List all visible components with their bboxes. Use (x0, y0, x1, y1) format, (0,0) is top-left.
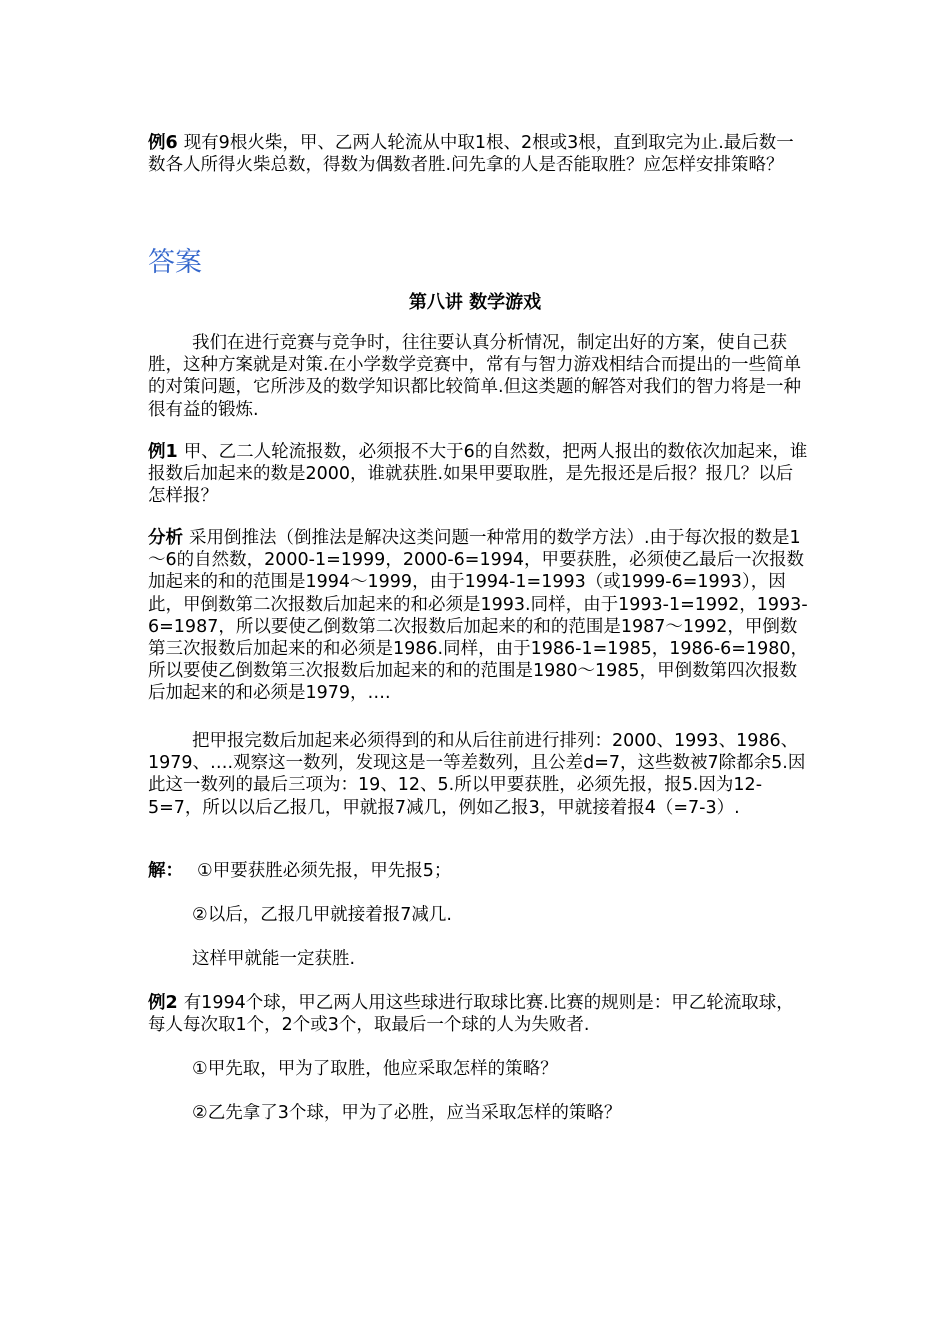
example-2-text: 有1994个球，甲乙两人用这些球进行取球比赛.比赛的规则是：甲乙轮流取球，每人每次取1个，2个或3个，取最后一个球的人为失败者. (148, 993, 794, 1036)
solution-step-2: ②以后，乙报几甲就接着报7减几. (192, 905, 452, 925)
example-2-label: 例2 (148, 993, 178, 1013)
solution-step-1-text: ①甲要获胜必须先报，甲先报5； (197, 861, 452, 881)
example-6-label: 例6 (148, 133, 178, 153)
analysis-paragraph-2: 把甲报完数后加起来必须得到的和从后往前进行排列：2000、1993、1986、1979、….观察这一数列，发现这是一等差数列，且公差d=7，这些数被7除都余5.因此这一数列的最后三项为：19、12、5.所以甲要获胜，必须先报，报5.因为12-5=7，所以以后乙报几，甲就报7减几，例如乙报3，甲就接着报4（=7-3）. (148, 731, 806, 818)
example-6-text: 现有9根火柴，甲、乙两人轮流从中取1根、2根或3根，直到取完为止.最后数一数各人所得火柴总数，得数为偶数者胜.问先拿的人是否能取胜？应怎样安排策略？ (148, 133, 794, 176)
example-1-label: 例1 (148, 442, 178, 462)
example-2-question-2: ②乙先拿了3个球，甲为了必胜，应当采取怎样的策略？ (192, 1103, 622, 1123)
example-2-question-1: ①甲先取，甲为了取胜，他应采取怎样的策略？ (192, 1059, 558, 1079)
example-1 (148, 441, 808, 508)
intro-paragraph: 我们在进行竞赛与竞争时，往往要认真分析情况，制定出好的方案，使自己获胜，这种方案就是对策.在小学数学竞赛中，常有与智力游戏相结合而提出的一些简单的对策问题，它所涉及的数学知识都比较简单.但这类题的解答对我们的智力将是一种很有益的锻炼. (148, 333, 802, 420)
solution-step-1 (148, 860, 808, 882)
analysis-text: 采用倒推法（倒推法是解决这类问题一种常用的数学方法）.由于每次报的数是1～6的自然数，2000-1=1999，2000-6=1994，甲要获胜，必须使乙最后一次报数加起来的和的范围是1994～1999，由于1994-1=1993（或1999-6=1993），因此，甲倒数第二次报数后加起来的和必须是1993.同样，由于1993-1=1992，1993-6=1987，所以要使乙倒数第二次报数后加起来的和的范围是1987～1992，甲倒数第三次报数后加起来的和必须是1986.同样，由于1986-1=1985，1986-6=1980，所以要使乙倒数第三次报数后加起来的和的范围是1980～1985，甲倒数第四次报数后加起来的和必须是1979，…. (148, 528, 808, 704)
example-2 (148, 992, 808, 1036)
solution-conclusion: 这样甲就能一定获胜. (192, 949, 356, 969)
answer-link[interactable]: 答案 (148, 247, 202, 278)
analysis-paragraph (148, 527, 808, 705)
example-1-text: 甲、乙二人轮流报数，必须报不大于6的自然数，把两人报出的数依次加起来，谁报数后加起来的数是2000，谁就获胜.如果甲要取胜，是先报还是后报？报几？以后怎样报？ (148, 442, 808, 507)
analysis-label: 分析 (148, 528, 183, 548)
lecture-title: 第八讲 数学游戏 (408, 292, 542, 313)
example-6 (148, 132, 808, 176)
solution-label: 解： (148, 861, 183, 881)
